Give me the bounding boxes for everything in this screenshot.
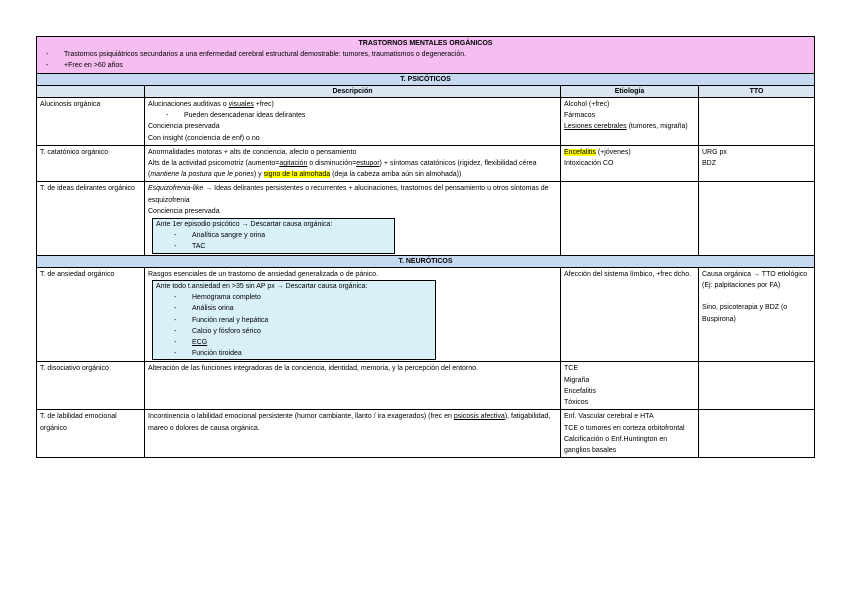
header-cell (37, 37, 815, 74)
text-line: TCE o tumores en corteza orbitofrontal (564, 424, 685, 432)
text-line: Intoxicación CO (564, 160, 614, 168)
underlined-text: Lesiones cerebrales (564, 123, 627, 131)
text-line: Encefalitis (564, 387, 596, 395)
row-treatment (699, 362, 815, 410)
text-line: Calcificación o Enf.Huntington en ganglios basales (564, 435, 668, 454)
row-description (145, 145, 561, 182)
text-line: Tóxicos (564, 399, 589, 407)
section-title: T. NEURÓTICOS (37, 255, 815, 267)
text: (tumores, migraña) (626, 123, 688, 131)
row-name: T. de ideas delirantes orgánico (37, 182, 145, 255)
section-row-neuroticos (37, 255, 815, 267)
row-treatment (699, 267, 815, 362)
underlined-text: agitación (279, 160, 308, 168)
list-item: - Pueden desencadenar ideas delirantes (148, 110, 557, 121)
text: Incontinencia o labilidad emocional persistente (humor cambiante, llanto / ira exagerados) (frec en (148, 413, 454, 421)
text-line: Anormalidades motoras + alts de conciencia, afecto o pensamiento (148, 148, 357, 156)
header-row (37, 37, 815, 74)
underlined-text: ECG (192, 339, 208, 347)
list-item: - Analítica sangre y orina (156, 230, 391, 241)
row-name: Alucinosis orgánica (37, 98, 145, 146)
italic-text: mantiene la postura que le pones (150, 171, 254, 179)
row-etiology (561, 182, 699, 255)
list-item (156, 337, 432, 348)
table-row (37, 182, 815, 255)
underlined-text: psicosis afectiva (453, 413, 505, 421)
text-line: Enf. Vascular cerebral e HTA (564, 413, 654, 421)
table-row (37, 410, 815, 458)
row-etiology (561, 362, 699, 410)
row-etiology (561, 410, 699, 458)
section-row-psicoticos (37, 73, 815, 85)
row-etiology (561, 145, 699, 182)
text: (deja la cabeza arriba aún sin almohada)) (330, 171, 462, 179)
text: Alucinaciones auditivas o (148, 101, 229, 109)
row-name: T. disociativo orgánico (37, 362, 145, 410)
text-paragraph (148, 158, 557, 180)
list-item: - Función tiroidea (156, 348, 432, 359)
text: +frec) (253, 101, 274, 109)
document-title: TRASTORNOS MENTALES ORGÁNICOS (358, 40, 493, 47)
callout-title: Ante todo t.ansiedad en >35 sin AP px → Descartar causa orgánica: (156, 283, 368, 291)
spacer (702, 291, 811, 302)
text-line: Fármacos (564, 112, 596, 120)
row-treatment (699, 182, 815, 255)
callout-title: Ante 1er episodio psicótico → Descartar causa orgánica: (156, 221, 333, 229)
text-line: Conciencia preservada (148, 123, 220, 131)
table-row (37, 267, 815, 362)
text-line: Con insight (conciencia de enf) o no (148, 134, 260, 142)
list-item: - Hemograma completo (156, 292, 432, 303)
row-name: T. de ansiedad orgánico (37, 267, 145, 362)
list-item: - TAC (156, 241, 391, 252)
list-item: - Función renal y hepática (156, 315, 432, 326)
row-etiology (561, 98, 699, 146)
row-treatment (699, 410, 815, 458)
column-header-etiologia: Etiología (561, 85, 699, 97)
row-treatment (699, 145, 815, 182)
text: (+jóvenes) (595, 148, 631, 156)
list-item: - Análisis orina (156, 303, 432, 314)
text: ), fatigabilidad, mareo o dolores de causa orgánica. (148, 413, 551, 432)
callout-box (152, 218, 395, 254)
column-header-descripcion: Descripción (145, 85, 561, 97)
text: Alts de la actividad psicomotriz (aumento= (148, 160, 280, 168)
disorders-table (36, 36, 815, 458)
row-description (145, 410, 561, 458)
table-row (37, 145, 815, 182)
highlighted-text: Encefalitis (564, 148, 596, 156)
text-line: Alcohol (+frec) (564, 101, 610, 109)
underlined-text: estupor (356, 160, 380, 168)
row-description (145, 182, 561, 255)
table-row (37, 98, 815, 146)
row-description (145, 98, 561, 146)
text-line: BDZ (702, 160, 716, 168)
text-line: URG px (702, 148, 727, 156)
text-line: Migraña (564, 376, 590, 384)
text-paragraph: Afección del sistema límbico, +frec dcho. (564, 270, 692, 278)
text-line: Rasgos esenciales de un trastorno de ansiedad generalizada o de pánico. (148, 270, 378, 278)
text: → Ideas delirantes persistentes o recurrentes + alucinaciones, trastornos del pensamiento u otros síntomas de esquizofrenia (148, 185, 549, 204)
list-item: - Calcio y fósforo sérico (156, 326, 432, 337)
row-etiology (561, 267, 699, 362)
row-treatment (699, 98, 815, 146)
text-line: TCE (564, 365, 578, 373)
column-header-row (37, 85, 815, 97)
callout-box (152, 280, 436, 360)
text-paragraph (148, 183, 557, 205)
row-name: T. catatónico orgánico (37, 145, 145, 182)
text-paragraph: Sino, psicoterapia y BDZ (o Buspirona) (702, 304, 788, 323)
highlighted-text: signo de la almohada (263, 171, 331, 179)
row-name: T. de labilidad emocional orgánico (37, 410, 145, 458)
text: o disminución= (307, 160, 357, 168)
column-header-tto: TTO (699, 85, 815, 97)
row-description (145, 267, 561, 362)
underlined-text: visuales (228, 101, 254, 109)
column-header-empty (37, 85, 145, 97)
row-description: Alteración de las funciones integradoras de la conciencia, identidad, memoria, y la percepción del entorno. (145, 362, 561, 410)
text-paragraph: Causa orgánica → TTO etiológico (Ej: palpitaciones por FA) (702, 270, 808, 290)
header-bullet: - Trastornos psiquiátricos secundarios a una enfermedad cerebral estructural demostrable: tumores, traumatismos o degeneración. (64, 49, 811, 60)
text: ) + síntomas catatónicos (rigidez, flexibilidad cérea ( (148, 160, 537, 179)
section-title: T. PSICÓTICOS (37, 73, 815, 85)
italic-text: Esquizofrenia-like (148, 185, 204, 193)
table-row (37, 362, 815, 410)
text-line: Conciencia preservada (148, 207, 220, 215)
header-bullet: - +Frec en >60 años (64, 60, 811, 71)
text: ) y (253, 171, 264, 179)
header-bullets (40, 49, 811, 71)
